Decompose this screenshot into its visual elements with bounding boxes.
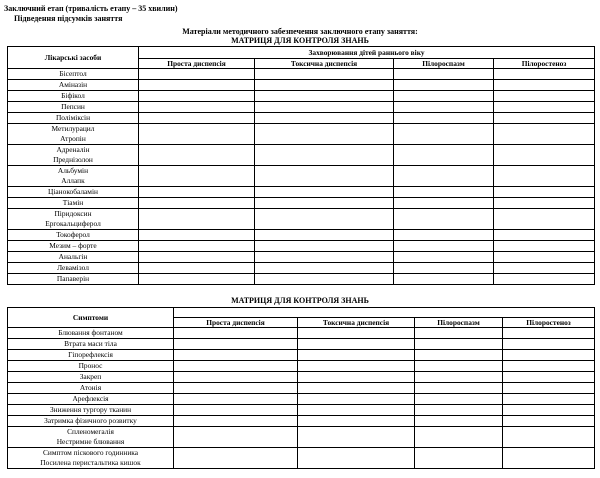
empty-cell[interactable] — [174, 394, 298, 405]
col2-simple-dyspepsia: Проста диспепсія — [174, 318, 298, 328]
drugs-matrix-table — [7, 46, 595, 285]
symptom-row-label-line: Блювання фонтаном — [58, 328, 123, 337]
symptom-row-label — [8, 350, 174, 361]
col2-pylorospasm: Пілороспазм — [415, 318, 503, 328]
drug-row-label-line: Аміназін — [58, 80, 88, 89]
drug-row-label-line: Папаверін — [56, 274, 90, 283]
empty-cell[interactable] — [394, 241, 494, 252]
symptom-row — [8, 339, 595, 350]
empty-cell[interactable] — [139, 274, 255, 285]
empty-cell[interactable] — [139, 198, 255, 209]
drug-row-label — [8, 102, 139, 113]
drugs-column-header: Лікарські засоби — [8, 47, 139, 69]
empty-cell[interactable] — [298, 372, 415, 383]
empty-cell[interactable] — [394, 274, 494, 285]
drug-row-label — [8, 187, 139, 198]
drug-row-label — [8, 166, 139, 187]
empty-cell[interactable] — [255, 124, 394, 145]
empty-cell[interactable] — [174, 383, 298, 394]
empty-cell[interactable] — [139, 166, 255, 187]
empty-cell[interactable] — [494, 145, 595, 166]
empty-cell[interactable] — [139, 124, 255, 145]
empty-cell[interactable] — [394, 145, 494, 166]
empty-cell[interactable] — [494, 274, 595, 285]
symptom-row-label — [8, 328, 174, 339]
empty-cell[interactable] — [415, 416, 503, 427]
symptom-row-label — [8, 405, 174, 416]
empty-cell[interactable] — [494, 187, 595, 198]
drug-row-label-line: Ціанокобаламін — [48, 187, 98, 196]
empty-cell[interactable] — [298, 416, 415, 427]
empty-cell[interactable] — [503, 328, 595, 339]
symptom-row-label — [8, 361, 174, 372]
empty-cell[interactable] — [394, 252, 494, 263]
symptom-row — [8, 394, 595, 405]
drug-row — [8, 263, 595, 274]
symptom-row-label — [8, 339, 174, 350]
empty-cell[interactable] — [494, 124, 595, 145]
drug-row-label-line: Ергокальциферол — [45, 219, 101, 228]
drug-row — [8, 113, 595, 124]
empty-cell[interactable] — [494, 263, 595, 274]
empty-cell[interactable] — [139, 263, 255, 274]
empty-cell[interactable] — [415, 448, 503, 469]
summary-heading: Підведення підсумків заняття — [14, 14, 123, 23]
empty-cell[interactable] — [255, 252, 394, 263]
empty-cell[interactable] — [139, 69, 255, 80]
symptom-row — [8, 372, 595, 383]
matrix2-title: МАТРИЦЯ ДЛЯ КОНТРОЛЯ ЗНАНЬ — [231, 296, 369, 305]
symptom-row-label — [8, 383, 174, 394]
drug-row-label — [8, 124, 139, 145]
empty-cell[interactable] — [298, 350, 415, 361]
drug-row-label — [8, 69, 139, 80]
empty-cell[interactable] — [503, 339, 595, 350]
empty-cell[interactable] — [494, 209, 595, 230]
empty-cell[interactable] — [139, 230, 255, 241]
empty-cell[interactable] — [494, 102, 595, 113]
empty-cell[interactable] — [298, 339, 415, 350]
empty-cell[interactable] — [139, 209, 255, 230]
empty-cell[interactable] — [415, 405, 503, 416]
empty-cell[interactable] — [139, 252, 255, 263]
empty-cell[interactable] — [298, 427, 415, 448]
empty-cell[interactable] — [174, 405, 298, 416]
empty-cell[interactable] — [255, 102, 394, 113]
empty-cell[interactable] — [415, 394, 503, 405]
drug-row-label — [8, 241, 139, 252]
drug-row-label-line: Мезим – форте — [49, 241, 97, 250]
symptom-row-label — [8, 427, 174, 448]
empty-cell[interactable] — [503, 416, 595, 427]
symptom-row-label — [8, 394, 174, 405]
drug-row-label — [8, 252, 139, 263]
symptom-row-label-line: Втрата маси тіла — [64, 339, 117, 348]
drug-row — [8, 145, 595, 166]
empty-cell[interactable] — [394, 69, 494, 80]
drug-row-label — [8, 274, 139, 285]
empty-cell[interactable] — [503, 405, 595, 416]
empty-cell[interactable] — [503, 372, 595, 383]
symptom-row-label-line: Арефлексія — [72, 394, 109, 403]
empty-cell[interactable] — [503, 448, 595, 469]
col-pylorospasm: Пілороспазм — [394, 59, 494, 69]
drug-row-label — [8, 209, 139, 230]
empty-cell[interactable] — [298, 383, 415, 394]
empty-cell[interactable] — [394, 198, 494, 209]
empty-cell[interactable] — [255, 198, 394, 209]
empty-cell[interactable] — [174, 416, 298, 427]
drug-row-label — [8, 198, 139, 209]
drug-row-label-line: Тіамін — [62, 198, 84, 207]
symptom-row — [8, 350, 595, 361]
symptom-row — [8, 448, 595, 469]
empty-cell[interactable] — [494, 241, 595, 252]
empty-cell[interactable] — [139, 241, 255, 252]
symptom-row-label — [8, 448, 174, 469]
symptom-row-label-line: Симптом піскового годинника — [42, 448, 139, 457]
drug-row — [8, 80, 595, 91]
empty-cell[interactable] — [139, 102, 255, 113]
empty-cell[interactable] — [494, 252, 595, 263]
drug-row-label-line: Пепсин — [61, 102, 85, 111]
empty-cell[interactable] — [503, 394, 595, 405]
symptom-row — [8, 416, 595, 427]
drug-row-label — [8, 91, 139, 102]
empty-cell[interactable] — [494, 80, 595, 91]
drug-row — [8, 241, 595, 252]
symptoms-matrix-table — [7, 307, 595, 469]
symptom-row-label-line: Гіпорефлексія — [68, 350, 113, 359]
empty-cell[interactable] — [174, 427, 298, 448]
empty-cell[interactable] — [494, 69, 595, 80]
drug-row-label — [8, 263, 139, 274]
drug-row-label-line: Левамізол — [57, 263, 89, 272]
empty-cell[interactable] — [503, 383, 595, 394]
col-simple-dyspepsia: Проста диспепсія — [139, 59, 255, 69]
empty-cell[interactable] — [503, 350, 595, 361]
empty-cell[interactable] — [415, 328, 503, 339]
empty-cell[interactable] — [394, 166, 494, 187]
empty-cell[interactable] — [255, 263, 394, 274]
drug-row — [8, 252, 595, 263]
empty-cell[interactable] — [298, 328, 415, 339]
drug-row — [8, 124, 595, 145]
drug-row — [8, 274, 595, 285]
matrix1-title: МАТРИЦЯ ДЛЯ КОНТРОЛЯ ЗНАНЬ — [231, 36, 369, 45]
empty-cell[interactable] — [503, 361, 595, 372]
drug-row-label-line: Аллапк — [61, 176, 85, 185]
symptom-row-label-line: Зниження тургору тканин — [49, 405, 132, 414]
drug-row — [8, 166, 595, 187]
empty-cell[interactable] — [139, 80, 255, 91]
symptoms-column-header: Симптоми — [8, 308, 174, 328]
drug-row — [8, 91, 595, 102]
drug-row-label-line: Бісептол — [59, 69, 87, 78]
drug-row — [8, 209, 595, 230]
empty-cell[interactable] — [394, 263, 494, 274]
empty-cell[interactable] — [139, 113, 255, 124]
symptom-row — [8, 405, 595, 416]
symptom-row-label-line: Спленомегалія — [67, 427, 114, 436]
empty-cell[interactable] — [255, 230, 394, 241]
drug-row-label-line: Адреналін — [56, 145, 90, 154]
symptom-row-label — [8, 416, 174, 427]
drug-row-label-line: Альбумін — [57, 166, 89, 175]
empty-cell[interactable] — [174, 448, 298, 469]
col-pyloric-stenosis: Пілоростеноз — [494, 59, 595, 69]
stage-heading: Заключний етап (тривалість етапу – 35 хвилин) — [4, 4, 178, 13]
symptom-row-label — [8, 372, 174, 383]
empty-cell[interactable] — [255, 241, 394, 252]
empty-cell[interactable] — [415, 350, 503, 361]
drug-row-label — [8, 80, 139, 91]
empty-cell[interactable] — [139, 91, 255, 102]
col-toxic-dyspepsia: Токсична диспепсія — [255, 59, 394, 69]
empty-cell[interactable] — [415, 361, 503, 372]
empty-cell[interactable] — [494, 230, 595, 241]
symptom-row-label-line: Нестримне блювання — [56, 437, 125, 446]
empty-cell[interactable] — [174, 350, 298, 361]
diseases-group-header: Захворювання дітей раннього віку — [139, 47, 595, 59]
drug-row — [8, 198, 595, 209]
symptom-row-label-line: Закреп — [79, 372, 102, 381]
empty-cell[interactable] — [415, 372, 503, 383]
symptom-row — [8, 361, 595, 372]
drug-row-label-line: Анальгін — [58, 252, 88, 261]
empty-cell[interactable] — [298, 448, 415, 469]
empty-cell[interactable] — [255, 166, 394, 187]
symptom-row-label-line: Затримка фізичного розвитку — [44, 416, 137, 425]
empty-cell[interactable] — [174, 361, 298, 372]
empty-cell[interactable] — [139, 187, 255, 198]
empty-cell[interactable] — [494, 113, 595, 124]
empty-cell[interactable] — [494, 166, 595, 187]
empty-cell[interactable] — [394, 113, 494, 124]
empty-cell[interactable] — [298, 361, 415, 372]
drug-row-label-line: Преднізолон — [53, 155, 93, 164]
empty-cell[interactable] — [255, 145, 394, 166]
drug-row-label-line: Токоферол — [56, 230, 90, 239]
drug-row — [8, 69, 595, 80]
empty-cell[interactable] — [415, 427, 503, 448]
symptom-row-label-line: Пронос — [78, 361, 103, 370]
empty-cell[interactable] — [255, 80, 394, 91]
empty-cell[interactable] — [174, 372, 298, 383]
drug-row-label-line: Біфікол — [61, 91, 85, 100]
empty-cell[interactable] — [174, 339, 298, 350]
empty-cell[interactable] — [394, 187, 494, 198]
empty-cell[interactable] — [255, 187, 394, 198]
empty-cell[interactable] — [494, 198, 595, 209]
empty-cell[interactable] — [255, 113, 394, 124]
empty-cell[interactable] — [255, 209, 394, 230]
empty-cell[interactable] — [494, 91, 595, 102]
empty-cell[interactable] — [394, 209, 494, 230]
empty-cell[interactable] — [255, 91, 394, 102]
empty-cell[interactable] — [394, 91, 494, 102]
empty-cell[interactable] — [255, 274, 394, 285]
drug-row-label-line: Метилурацил — [51, 124, 95, 133]
drug-row — [8, 187, 595, 198]
symptom-row-label-line: Посилена перистальтика кишок — [40, 458, 141, 467]
drug-row-label-line: Піридоксин — [54, 209, 92, 218]
empty-cell[interactable] — [174, 328, 298, 339]
symptom-row — [8, 427, 595, 448]
empty-cell[interactable] — [139, 145, 255, 166]
drug-row — [8, 230, 595, 241]
drug-row-label — [8, 145, 139, 166]
symptom-row — [8, 328, 595, 339]
empty-cell[interactable] — [255, 69, 394, 80]
empty-cell[interactable] — [394, 80, 494, 91]
drug-row-label-line: Поліміксін — [55, 113, 91, 122]
drug-row-label — [8, 230, 139, 241]
empty-cell[interactable] — [415, 339, 503, 350]
symptom-row-label-line: Атонія — [79, 383, 102, 392]
empty-cell[interactable] — [298, 394, 415, 405]
materials-heading: Матеріали методичного забезпечення заключного етапу заняття: — [182, 27, 418, 36]
empty-cell[interactable] — [394, 230, 494, 241]
empty-cell[interactable] — [298, 405, 415, 416]
empty-cell[interactable] — [415, 383, 503, 394]
empty-cell[interactable] — [394, 102, 494, 113]
symptom-row — [8, 383, 595, 394]
drug-row-label — [8, 113, 139, 124]
empty-cell[interactable] — [394, 124, 494, 145]
table2-group-blank — [174, 308, 595, 318]
col2-toxic-dyspepsia: Токсична диспепсія — [298, 318, 415, 328]
col2-pyloric-stenosis: Пілоростеноз — [503, 318, 595, 328]
drug-row-label-line: Атропін — [60, 134, 86, 143]
empty-cell[interactable] — [503, 427, 595, 448]
drug-row — [8, 102, 595, 113]
